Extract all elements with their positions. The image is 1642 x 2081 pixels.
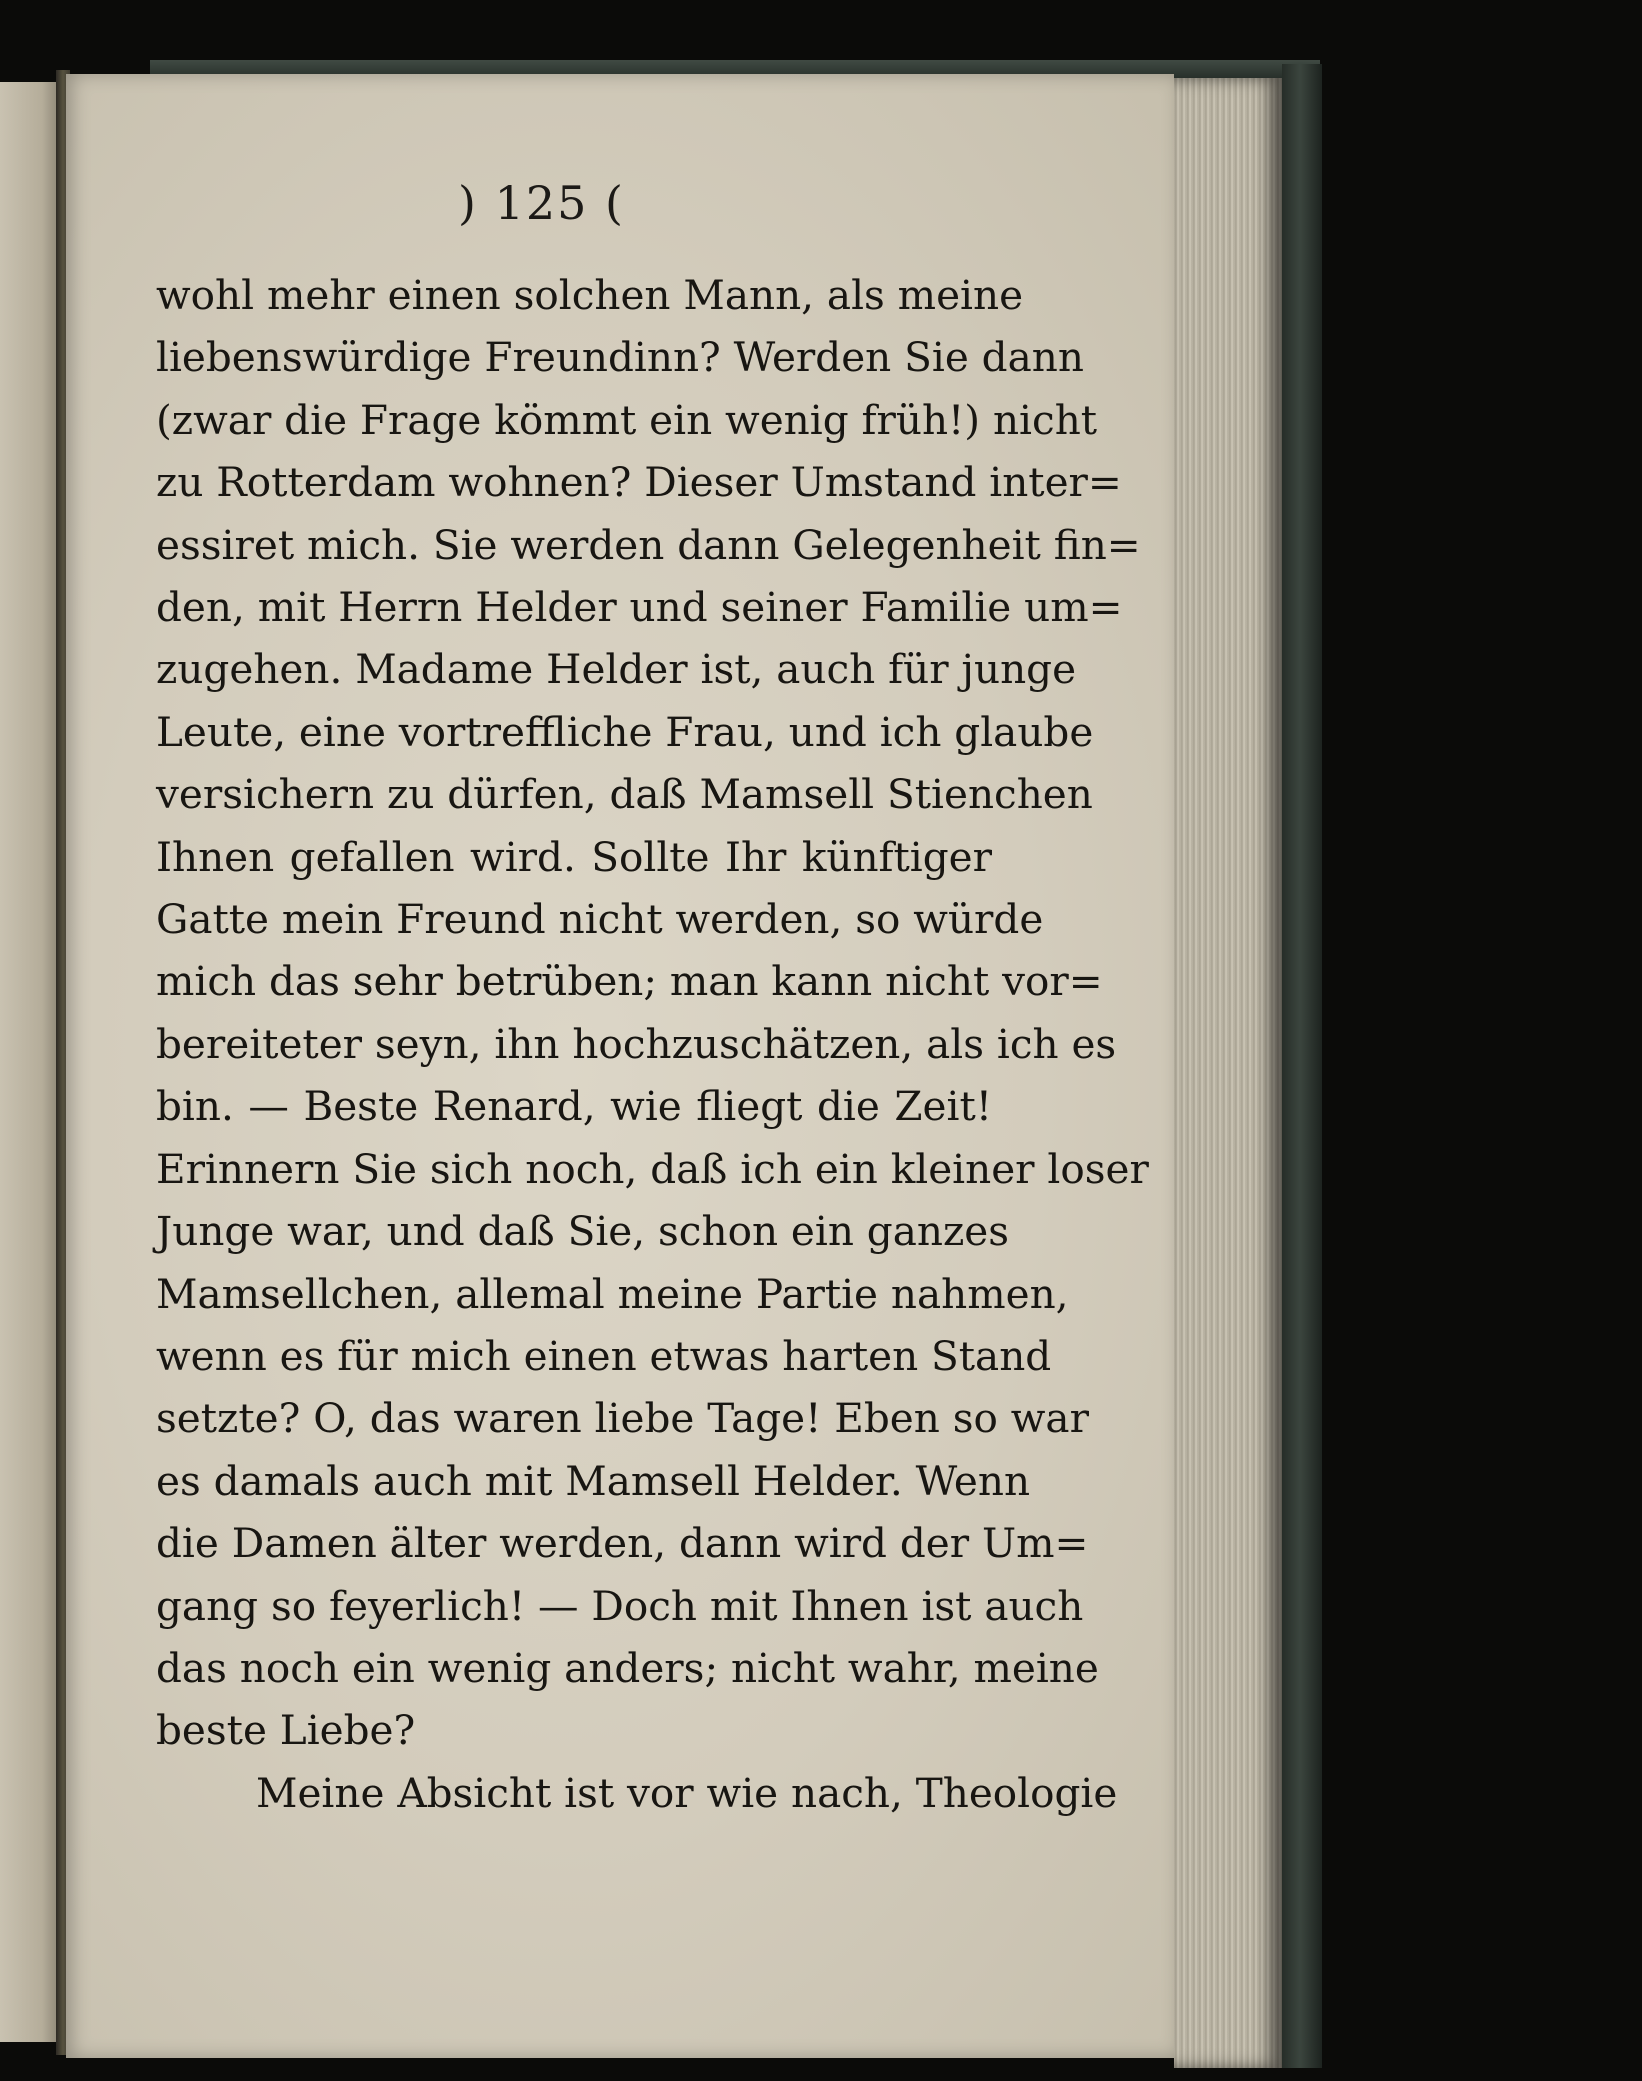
text-line: gang so feyerlich! — Doch mit Ihnen ist auch bbox=[156, 1581, 1084, 1630]
text-line: versichern zu dürfen, daß Mamsell Stienchen bbox=[156, 770, 1093, 819]
page-number: ) 125 ( bbox=[458, 176, 625, 230]
text-line: Meine Absicht ist vor wie nach, Theologie bbox=[256, 1768, 1118, 1817]
page-edges bbox=[1174, 78, 1282, 2068]
text-line: Mamsellchen, allemal meine Partie nahmen, bbox=[156, 1269, 1069, 1318]
text-line: Leute, eine vortreffliche Frau, und ich glaube bbox=[156, 707, 1094, 756]
text-line: Junge war, und daß Sie, schon ein ganzes bbox=[156, 1207, 1010, 1256]
text-line: bereiteter seyn, ihn hochzuschätzen, als ich es bbox=[156, 1019, 1117, 1068]
text-line: (zwar die Frage kömmt ein wenig früh!) nicht bbox=[156, 395, 1098, 444]
text-line: wohl mehr einen solchen Mann, als meine bbox=[156, 271, 1024, 319]
text-line: den, mit Herrn Helder und seiner Familie um= bbox=[156, 583, 1123, 632]
text-line: mich das sehr betrüben; man kann nicht vor= bbox=[156, 957, 1103, 1006]
facing-page-edge bbox=[0, 82, 60, 2042]
text-line: liebenswürdige Freundinn? Werden Sie dann bbox=[156, 333, 1084, 382]
text-line: essiret mich. Sie werden dann Gelegenheit fin= bbox=[156, 520, 1141, 569]
book-spine bbox=[1282, 64, 1322, 2068]
text-line: das noch ein wenig anders; nicht wahr, meine bbox=[156, 1643, 1099, 1692]
text-line: die Damen älter werden, dann wird der Um= bbox=[156, 1519, 1089, 1568]
body-text bbox=[156, 264, 1149, 1824]
text-line: beste Liebe? bbox=[156, 1706, 416, 1755]
text-line: Gatte mein Freund nicht werden, so würde bbox=[156, 895, 1044, 944]
text-line: zu Rotterdam wohnen? Dieser Umstand inter= bbox=[156, 458, 1122, 507]
text-line: wenn es für mich einen etwas harten Stand bbox=[156, 1331, 1052, 1380]
text-line: zugehen. Madame Helder ist, auch für junge bbox=[156, 645, 1077, 694]
text-line: Erinnern Sie sich noch, daß ich ein kleiner loser bbox=[156, 1144, 1149, 1193]
text-line: bin. — Beste Renard, wie fliegt die Zeit! bbox=[156, 1082, 992, 1131]
text-line: setzte? O, das waren liebe Tage! Eben so war bbox=[156, 1394, 1089, 1443]
text-line: Ihnen gefallen wird. Sollte Ihr künftiger bbox=[156, 832, 992, 881]
text-line: es damals auch mit Mamsell Helder. Wenn bbox=[156, 1456, 1031, 1505]
